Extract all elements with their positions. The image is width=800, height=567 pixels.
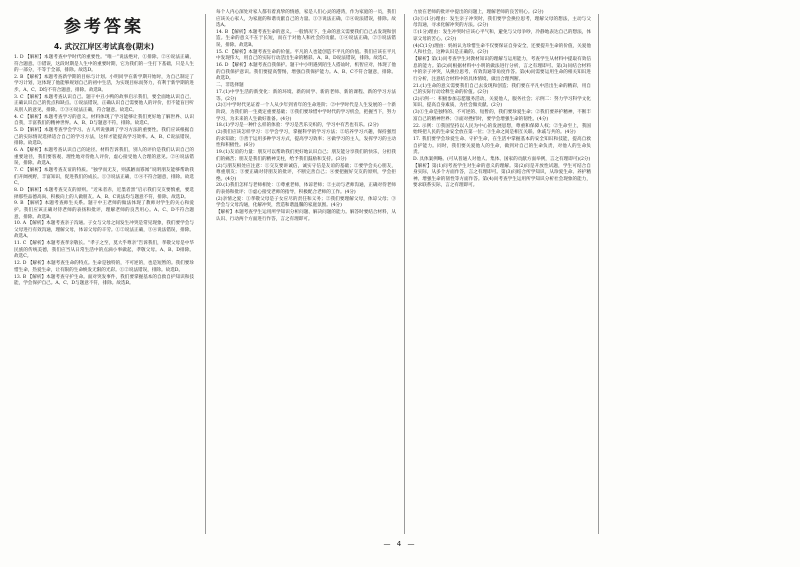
answer-paragraph: (2)示例一：积极参加志愿服务活动，关爱他人，服务社会；示例二：努力学习科学文化知识，提高自身素质，为社会做贡献。(2分) [413, 96, 591, 109]
answer-paragraph: 力放在老师的批评中提出的问题上，理解老师的良苦用心。(2分) [413, 10, 544, 15]
answer-paragraph: (4)C(1分)理由：妈妈认为珍惜生命不仅要保证自身安全，还要提升生命的价值，关爱他人和社会，这种认识是正确的。(2分) [413, 43, 591, 56]
answer-paragraph: (2)①中学时代见证着一个人从少年到青年的生命进阶；②中学时代是人生发展的一个新阶段，为我们的一生奠定重要基础；③我们要珍惜中学时代的学习机会，把握当下，努力学习，为未来的人生做好准备。(4分) [216, 103, 396, 122]
answer-paragraph: (3)①(1分)理由：发生亲子冲突时，我们要学会换位思考，理解父母的想法，主动与父母沟通，寻求化解冲突的方法。(2分) [413, 16, 591, 29]
answer-paragraph: 每个人内心深处对家人都有着真挚的情感，家是人们心灵的港湾，作为家庭的一员，我们应该关心家人，为家庭的和谐贡献自己的力量。①③说法正确，②④说法错误，排除。故选A。 [216, 10, 396, 29]
column-divider [404, 14, 405, 534]
answer-paragraph: 【解析】第(1)问考查学生对生命的意义的理解。第(2)问是开放性试题，学生可结合自身实际，从多个方面作答，言之有理即可。第(3)问结合所学知识，从珍爱生命、养护精神、增强生命的韧性等方面作答。第(4)问考查学生运用所学知识分析社会现象的能力，要求联系实际，言之有理即可。 [413, 163, 591, 189]
answer-column-1 [14, 6, 194, 288]
answer-paragraph: 22. 示例：①我国坚持以人民为中心的发展思想，尊重和保障人权；②生命至上，我国始终把人民的生命安全放在第一位；③生命之间是相互关联、休戚与共的。(4分) [413, 123, 591, 136]
answer-paragraph: 7. C 【解析】本题考查友谊的特质。“独学而无友，则孤陋而寡闻”说明朋友能够帮助我们开阔视野，丰富知识，促进我们的成长。①③说法正确，②④不符合题意，排除。故选C。 [14, 168, 194, 187]
answer-paragraph: 10. A 【解析】本题考查亲子沟通。子女与父母之间发生冲突是常见现象，我们要学会与父母进行有效沟通，理解父母，体谅父母的辛劳。①②说法正确，③④说法错误，排除。故选A。 [14, 221, 194, 240]
answer-paragraph: 9. B 【解析】本题考查师生关系。题干中王老师的做法体现了教师对学生的关心和爱护。我们应该正确对待老师的表扬和批评，理解老师的良苦用心。A、C、D不符合题意，排除。故选B。 [14, 201, 194, 220]
answer-paragraph: 21.(1)生命的意义需要我们自己去发现和创造；我们要在平凡中活出生命的精彩，用自己的实际行动诠释生命的价值。(2分) [413, 83, 591, 96]
answer-paragraph: 12. D 【解析】本题考查生命的特点。生命是独特的，不可逆的，也是短暂的。我们要珍惜生命，热爱生命，让有限的生命焕发无限的光彩。①②说法错误，排除。故选D。 [14, 261, 194, 273]
page-title: 参考答案 [64, 17, 144, 37]
answer-paragraph: 11. C 【解析】本题考查孝亲敬长。“孝子之至，莫大乎尊亲”告诉我们，孝敬父母是中华民族的传统美德，我们应当从日常生活中的点滴小事做起，孝敬父母。A、B、D排除。故选C。 [14, 241, 194, 260]
answer-paragraph: 14. B 【解析】本题考查生命的意义。一般情况下，生命的意义需要我们自己去发现和创造。生命的意义不在于长短，而在于对他人和社会的贡献。①④说法正确，②③说法错误，排除。故选B。 [216, 29, 396, 49]
answer-paragraph: 二、非选择题 [216, 83, 244, 89]
column-divider [205, 14, 206, 534]
answer-paragraph: (3)①生命是独特的、不可逆的、短暂的，我们要珍爱生命；②我们要养护精神，不断丰富自己的精神世界；③面对挫折时，要学会增强生命的韧性。(4分) [413, 110, 591, 122]
exam-subtitle: 4. 武汉江岸区考试真卷(期末) [53, 42, 155, 51]
answer-paragraph: 16. D 【解析】本题考查自我保护。题干中小明遇到陌生人搭讪时，机智应对，体现了他的自我保护意识。我们要提高警惕，增强自我保护能力。A、B、C不符合题意，排除。故选D。 [216, 63, 396, 82]
answer-paragraph: 17.(1)中学生活的新变化：新的环境、新的同学、新的老师、新的课程、新的学习方法等。(2分) [216, 90, 396, 102]
answer-paragraph: 13. B 【解析】本题考查守护生命。面对突发事件，我们要掌握基本的自救自护知识和技能，学会保护自己。A、C、D与题意不符，排除。故选B。 [14, 274, 194, 287]
answer-paragraph: 4. C 【解析】本题考查学习的意义。材料体现了学习能够让我们更好地了解世界、认识自我，丰富我们的精神世界。A、B、D与题意不符，排除。故选C。 [14, 114, 194, 127]
answer-paragraph: 15. C 【解析】本题考查生命的价值。平凡的人也能创造不平凡的价值。我们应该在平凡中发现伟大，用自己的实际行动活出生命的精彩。A、B、D说法错误，排除。故选C。 [216, 49, 396, 62]
answer-paragraph: 【解析】第(1)问考查学生对教材知识的理解与运用能力，考查学生从材料中提取有效信息的能力。第(2)问根据材料中小明的做法进行分析，言之有理即可。第(3)问结合材料中的亲子冲突，从换位思考、有效沟通等角度作答。第(4)问需要运用生命的相关知识进行分析，注意结合材料中的具体情境，做出合理判断。 [413, 57, 591, 82]
answer-paragraph: ②(1分)理由：发生冲突时应该心平气和，避免与父母争吵，冷静地表达自己的想法，体谅父母的苦心。(2分) [413, 30, 591, 42]
answer-paragraph: (2)亲情之爱：①孝敬父母是子女应尽的责任和义务；②我们要理解父母，体谅父母；③学会与父母沟通，化解冲突，营造和谐温馨的家庭氛围。(4分) [216, 196, 396, 209]
answer-paragraph: (2)我们应该怎样学习：①学会学习，掌握科学的学习方法；②培养学习兴趣，保持强烈的求知欲；③善于运用多种学习方式，提高学习效率；④做学习的主人，发挥学习的主动性和积极性。(6分) [216, 130, 396, 149]
answer-paragraph: 20.(1)我们怎样与老师相处：①尊重老师，体谅老师；②主动与老师沟通，正确对待老师的表扬和批评；③虚心接受老师的指导，积极配合老师的工作。(4分) [216, 183, 396, 196]
answer-paragraph: 5. D 【解析】本题考查学会学习。古人所说强调了学习方法的重要性。我们应该根据自己的实际情况选择适合自己的学习方法，这样才能提高学习效率。A、B、C说法错误，排除。故选D。 [14, 128, 194, 147]
answer-paragraph: 1. D 【解析】本题考查中学时代的重要性。“唯一”说法绝对，①排除。②④说法正确，符合题意。③错误，这段时期是人生中的重要时期，它为我们的一生打下基础，只是人生的一部分，不等于全部，排除。故选D。 [14, 55, 194, 74]
answer-paragraph: 3. C 【解析】本题考查认识自己。题干中丑小鸭的故事启示我们，要全面地认识自己，正确认识自己的优点和缺点。①说法错误，正确认识自己需要他人的评价，但不能盲目听从别人的意见，排除。②③④说法正确，符合题意。故选C。 [14, 94, 194, 113]
page-number: — 4 — [383, 540, 417, 548]
answer-paragraph: 19.(1)友谊的力量：朋友可以帮助我们更好地认识自己；朋友能分享我们的快乐，分担我们的痛苦；朋友是我们的精神支柱，给予我们鼓励和支持。(3分) [216, 150, 396, 162]
answer-paragraph: 17. 我们要学会珍爱生命、守护生命，在生活中掌握基本的安全知识和技能，提高自救自护能力。同时，我们要关爱他人的生命，做到对自己的生命负责，对他人的生命负责。 [413, 137, 591, 156]
answer-paragraph: 【解析】本题考查学生运用所学知识分析问题、解决问题的能力。解答时要结合材料，从认识、行动两个方面进行作答，言之有理即可。 [216, 210, 396, 222]
answer-column-3 [413, 10, 591, 190]
answer-paragraph: 8. D 【解析】本题考查交友的原则。“近朱者赤，近墨者黑”启示我们交友要慎重，要选择那些品德高尚、积极向上的人做朋友。A、B、C说法均与题意不符，排除。故选D。 [14, 188, 194, 200]
answer-column-2 [216, 10, 396, 224]
answer-paragraph: 18.(1)学习是一种什么样的体验：学习是苦乐交织的，学习中有苦也有乐。(2分) [216, 123, 379, 129]
answer-paragraph: 2. B 【解析】本题考查新学期的目标与计划。小明同学在新学期开始时，为自己制定了学习计划，这体现了他能够规划自己的初中生活，为实现目标而努力，有利于新学期的进步。A、C、D均不符合题意，排除。故选B。 [14, 74, 194, 94]
answer-paragraph: (2)与朋友相处应注意：①交友要讲诚信，诚实守信是友谊的基础；②要学会关心朋友，尊重朋友；③要正确对待朋友的批评，不断完善自己；④要把握好交友的原则，学会拒绝。(4分) [216, 163, 396, 182]
answer-paragraph: 6. A 【解析】本题考查认识自己的途径。材料告诉我们，别人的评价是我们认识自己的重要途径，我们要客观、理性地对待他人评价，虚心接受他人合理的意见。②④说法错误，排除。故选A。 [14, 148, 194, 167]
column-divider [598, 14, 599, 534]
answer-paragraph: D. 具体案例略。(可从普通人对他人、集体、国家的贡献方面举例，言之有理即可)(2分) [413, 157, 591, 162]
